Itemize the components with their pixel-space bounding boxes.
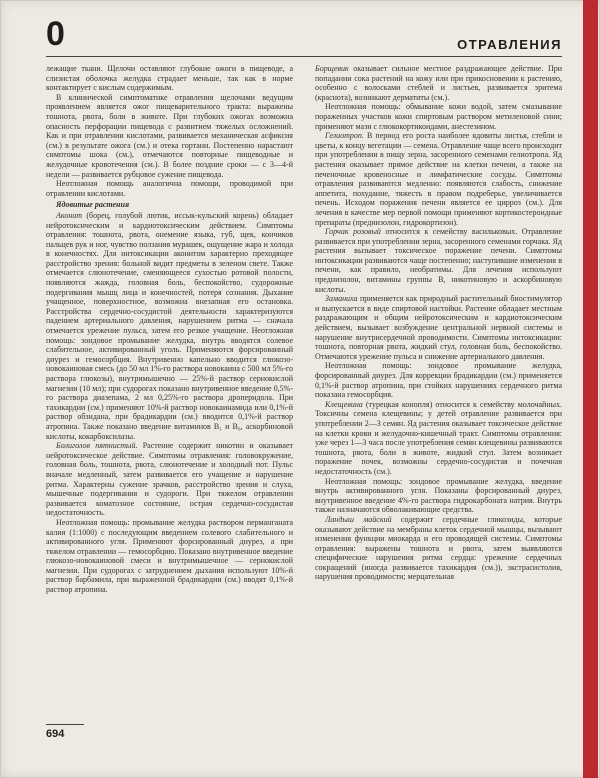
section-heading: Ядовитые растения (56, 200, 130, 210)
folio-divider (46, 724, 84, 725)
paragraph: Борщевик оказывает сильное местное раздражающее действие. При попадании сока растений на кожу или при прикосновении к растению, особенно с волосками стеблей и листьев, развивается эритема (краснота), возникают дерматиты (см.). (315, 64, 562, 102)
paragraph: Неотложная помощь: зондовое промывание желудка, введение внутрь активированного угля. Показаны форсированный диурез, внутривенное введение 4%-го раствора гидрокарбоната натрия. Внутрь также назначаются обволакивающие средства. (315, 476, 562, 515)
paragraph: Клещевина (турецкая конопля) относится к семейству молочайных. Токсичны семена клещевины; у детей отравление развивается при употреблении 2—3 семян. Яд растения оказывает токсическое действие на клетки крови и желудочно-кишечный тракт. Симптомы отравления: уже через 1—3 часа после употребления семян клещевины развиваются тошнота, рвота, боли в животе, жидкий стул. Затем возникает поражение почек, возможны сердечно-сосудистая и почечная недостаточность (см.). (315, 399, 562, 476)
paragraph: В клинической симптоматике отравления щелочами ведущим проявлением является ожог пищеварительного тракта: выражены тошнота, рвота, боли в животе. При глубоких ожогах возможна опасность перфорации пищевода с развитием тяжелых осложнений. Как и при отравлении кислотами, развивается механическая асфиксия (см.) в результате ожога (см.) и отека гортани. Постепенно нарастают симптомы шока (см.), отмечаются повторные пищеводные и желудочные кровотечения (см.). В более поздние сроки — с 3—4-й недели — развивается рубцовое сужение пищевода. (46, 92, 293, 179)
running-head-title: ОТРАВЛЕНИЯ (457, 37, 562, 52)
page-number: 694 (46, 728, 65, 740)
page-header (46, 16, 562, 56)
term-lead: Заманиха (325, 294, 358, 304)
term-lead: Ландыш майский (325, 514, 392, 524)
paragraph: Болиголов пятнистый. Растение содержит никотин и оказывает нейротоксическое действие. Симптомы отравления: головокружение, головная боль, тошнота, рвота, слюнотечение и холодный пот. Пульс вначале медленный, затем развивается его учащение и нарушение ритма. Характерны сужение зрачков, расстройство зрения и слуха, мышечные подергивания и судороги. При тяжелом отравлении развивается коматозное состояние, острая сердечно-сосудистая недостаточность. (46, 441, 294, 518)
chapter-thumb-tab (583, 0, 598, 778)
paragraph: Заманиха применяется как природный растительный биостимулятор и выпускается в виде спиртовой настойки. Растение обладает местным раздражающим и общим нейротоксическим и кардиотоксическим действием, вызывает возбуждение центральной нервной системы и нарушение внутрисердечной проводимости. Симптомы интоксикации: тошнота, повторная рвота, жидкий стул, головная боль, беспокойство. Отмечаются урежение пульса и снижение артериального давления. (315, 294, 562, 361)
header-divider (46, 56, 562, 57)
chapter-number: 0 (46, 15, 65, 53)
paragraph: Ландыш майский содержит сердечные гликозиды, которые оказывают действие на мембраны клеток сердечной мышцы, вызывают изменения функции миокарда и его проводящей системы. Симптомы отравления: выражены тошнота и рвота, затем выявляются специфические нарушения ритма сердца: урежение сердечных сокращений (иногда развивается тахикардия (см.)), экстрасистолия, нарушения проводимости; мерцательная (315, 514, 562, 582)
paragraph: Неотложная помощь: промывание желудка раствором перманганата калия (1:1000) с последующим введением солевого слабительного и активированного угля. Применяют форсированный диурез, а при тяжелом отравлении — гемосорбцию. Показано внутривенное введение глюкозо-новокаиновой смеси и внутримышечное — сернокислой магнезии. При судорогах с затруднением дыхания используют 10%-й раствор барбамила, при выраженной брадикардии (см.) вводят 0,1%-й раствор атропина. (46, 517, 293, 595)
term-lead: Болиголов пятнистый. (56, 441, 138, 451)
paragraph: Неотложная помощь: зондовое промывание желудка, форсированный диурез. Для коррекции брадикардии (см.) применяется 0,1%-й раствор атропина, при стойких нарушениях сердечного ритма показана гемосорбция. (315, 361, 562, 400)
paragraph: Гелиотроп. В период его роста наиболее ядовиты листья, стебли и цветы, к концу вегетации — семена. Отравление чаще всего происходит при употреблении в пищу зерна, засоренного семенами гелиотропа. Яд растения оказывает прямое действие на клетки печени, а также на печеночные кровеносные и лимфатические сосуды. Симптомы отравления развиваются медленно: появляются слабость, снижение аппетита, похудание, тяжесть в правом подреберье, увеличивается печень. Исходом поражения печени является ее цирроз (см.). Для лечения в качестве мер первой помощи применяют кортикостероидные препараты (преднизолон, гидрокортизон). (315, 131, 562, 227)
paragraph: лежащие ткани. Щелочи оставляют глубокие ожоги в пищеводе, а слизистая оболочка желудка страдает меньше, так как в норме контактирует с кислым содержимым. (46, 64, 293, 93)
left-column (46, 64, 293, 714)
term-lead: Горчак розовый (325, 227, 381, 237)
term-lead: Клещевина (325, 399, 363, 409)
term-lead: Аконит (56, 210, 83, 220)
paragraph: Горчак розовый относится к семейству васильковых. Отравление развивается при употреблении зерна, засоренного семенами горчака. Яд растения вызывает токсическое поражение печени. Симптомы интоксикации развиваются чаще постепенно; наступившие изменения в печени, как правило, необратимы. Для лечения используют преднизолон, витамины группы В, никотиновую и аскорбиновую кислоты. (315, 227, 562, 294)
right-column (315, 64, 562, 714)
paragraph: Неотложная помощь: обмывание кожи водой, затем смазывание пораженных участков кожи спиртовым раствором метиленовой сини; применяют мази с глюкокортикоидами, анестезином. (315, 102, 562, 131)
text-body (46, 64, 562, 714)
term-lead: Борщевик (315, 64, 349, 73)
paragraph: Неотложная помощь аналогична помощи, проводимой при отравлении кислотами. (46, 179, 293, 198)
term-lead: Гелиотроп. (325, 131, 364, 141)
paragraph: Аконит (борец, голубой лютик, иссык-кульский корень) обладает нейротоксическим и кардиотоксическим действием. Симптомы отравления: тошнота, рвота, онемение языка, губ, щек, кончиков пальцев рук и ног, чувство ползания мурашек, ощущение жара и холода в конечностях. Для интоксикации аконитом характерно преходящее расстройство зрения: больной видит предметы в зеленом свете. Также отмечается слюнотечение, сменяющееся сухостью ротовой полости, появляются жажда, головная боль, беспокойство, судорожные подергивания мышц лица и конечностей, потеря сознания. Дыхание учащенное, поверхностное, возможна внезапная его остановка. Расстройства сердечно-сосудистой деятельности характеризуются падением артериального давления, нарушением ритма — сначала отмечается урежение пульса, затем его резкое учащение. Неотложная помощь: зондовое промывание желудка, внутрь вводятся солевое слабительное, активированный уголь. Применяются форсированный диурез и гемосорбция. Внутривенно капельно вводится глюкозо-новокаиновая смесь (до 50 мл 1%-го раствора новокаина с 500 мл 5%-го раствора глюкозы), внутримышечно — 25%-й раствор сернокислой магнезии (10 мл); при судорогах показано внутривенное введение 0,5%-го раствора диазепама, 2 мл 0,25%-го раствора дроперидола. При тахикардии (см.) применяют 10%-й раствор новокаинамида или 0,1%-й раствор обзидана, при брадикардии (см.) вводится 0,1%-й раствор атропина. Также показано введение витаминов В₁ и В₆, аскорбиновой кислоты, кокарбоксилазы. (46, 210, 293, 441)
